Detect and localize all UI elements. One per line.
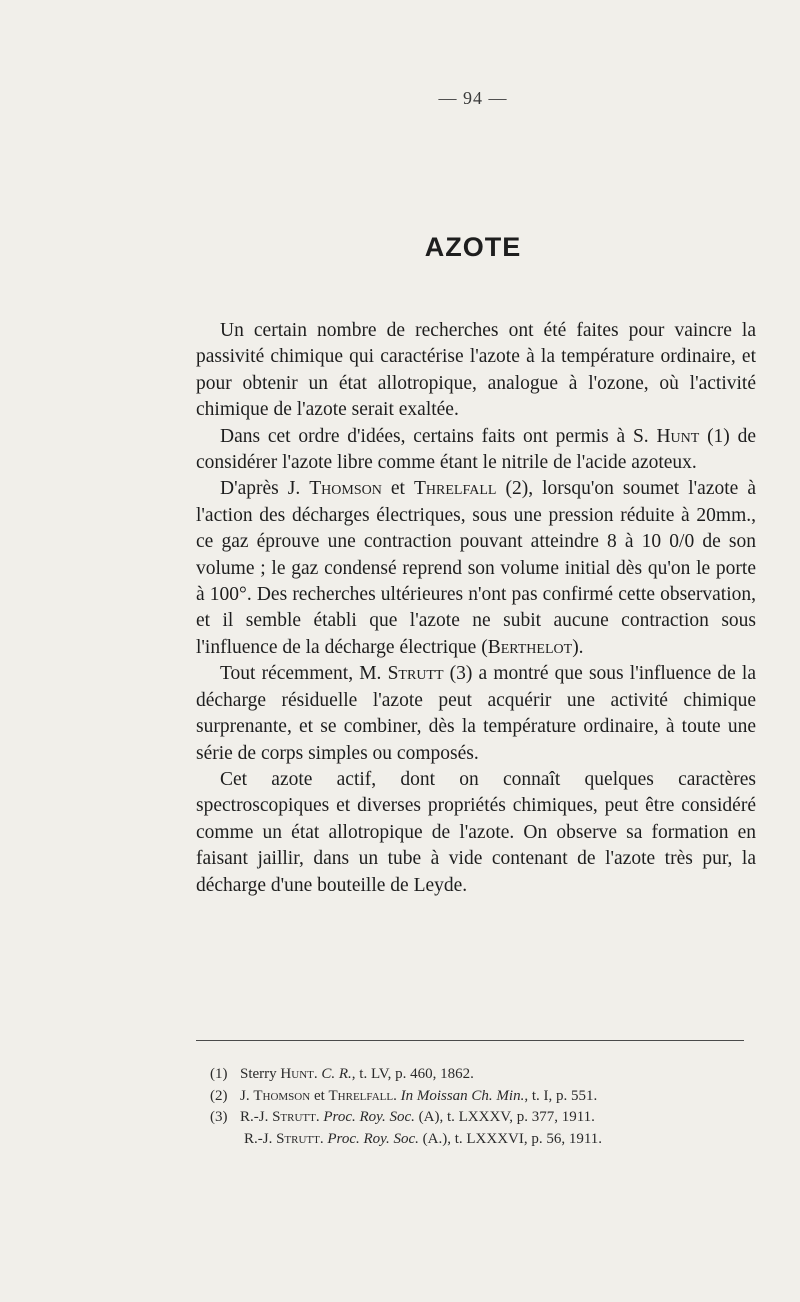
page-number: — 94 —: [438, 88, 508, 108]
footnote: [210, 1107, 750, 1129]
text-run: (A.), t. LXXXVI, p. 56, 1911.: [418, 1130, 603, 1147]
text-run: ).: [572, 636, 584, 658]
text-run: (A), t. LXXXV, p. 377, 1911.: [414, 1109, 595, 1125]
text-run: J.: [240, 1087, 254, 1104]
footnote-number: (1): [210, 1066, 228, 1082]
citation-source: Proc. Roy. Soc.: [327, 1130, 419, 1147]
paragraph: [196, 318, 756, 424]
footnote-divider: [196, 1040, 744, 1041]
author-name: Hunt: [280, 1066, 314, 1082]
page-title: AZOTE: [424, 232, 522, 262]
text-run: .: [393, 1087, 401, 1104]
text-run: Tout récemment, M.: [220, 663, 388, 685]
footnote: [210, 1064, 750, 1086]
paragraph: [196, 767, 756, 899]
paragraph: [196, 661, 756, 767]
footnote-number: (2): [210, 1087, 228, 1104]
text-run: Un certain nombre de recherches ont été faites pour vaincre la passivité chimique qui caractérise l'azote à la température ordinaire, et pour obtenir un état allotropique, analogue à l'ozone, où l'activité chimique de l'azote serait exaltée.: [196, 320, 756, 421]
author-name: Threlfall: [414, 478, 497, 500]
text-run: Dans cet ordre d'idées, certains faits ont permis à S.: [220, 425, 657, 447]
text-run: .: [313, 1066, 322, 1082]
text-run: Cet azote actif, dont on connaît quelques caractères spectroscopiques et diverses propriétés chimiques, peut être considéré comme un état allotropique de l'azote. On observe sa formation en faisant jaillir, dans un tube à vide contenant de l'azote très pur, la décharge d'une bouteille de Leyde.: [196, 768, 756, 896]
text-run: (2), lorsqu'on soumet l'azote à l'action des décharges électriques, sous une pression réduite à 20mm., ce gaz éprouve une contraction pouvant atteindre 8 à 10 0/0 de son volume ; le gaz condensé reprend son volume initial dès qu'on le porte à 100°. Des recherches ultérieures n'ont pas confirmé cette observation, et il semble établi que l'azote ne subit aucune contraction sous l'influence de la décharge électrique (: [196, 478, 757, 658]
text-run: R.-J.: [240, 1109, 273, 1125]
text-run: et: [381, 478, 414, 500]
author-name: Thomson: [253, 1087, 311, 1104]
footnote: [210, 1129, 750, 1151]
text-run: R.-J.: [244, 1130, 277, 1147]
footnote-number: (3): [210, 1109, 228, 1125]
text-run: et: [310, 1087, 329, 1104]
body-text: [196, 318, 756, 899]
text-run: , t. I, p. 551.: [524, 1087, 598, 1104]
text-run: D'après J.: [220, 478, 310, 500]
author-name: Strutt: [272, 1109, 316, 1125]
text-run: (3) a montré que sous l'influence de la décharge résiduelle l'azote peut acquérir une activité chimique surprenante, et se combiner, dès la température ordinaire, à toute une série de corps simples ou composés.: [196, 663, 756, 764]
author-name: Strutt: [387, 663, 444, 685]
paragraph: [196, 424, 756, 477]
citation-source: Proc. Roy. Soc.: [323, 1109, 415, 1125]
text-run: .: [315, 1109, 324, 1125]
paragraph: [196, 476, 756, 661]
text-run: , t. LV, p. 460, 1862.: [351, 1066, 474, 1082]
footnotes: [210, 1064, 750, 1150]
citation-source: C. R.: [321, 1066, 352, 1082]
author-name: Hunt: [656, 425, 700, 447]
author-name: Thomson: [309, 478, 382, 500]
author-name: Strutt: [276, 1130, 320, 1147]
author-name: Threlfall: [328, 1087, 394, 1104]
text-run: (1) de considérer l'azote libre comme étant le nitrile de l'acide azoteux.: [196, 425, 756, 474]
author-name: Berthelot: [487, 636, 573, 658]
text-run: Sterry: [240, 1066, 281, 1082]
citation-source: In Moissan Ch. Min.: [400, 1087, 525, 1104]
text-run: .: [319, 1130, 328, 1147]
footnote: [210, 1086, 750, 1108]
